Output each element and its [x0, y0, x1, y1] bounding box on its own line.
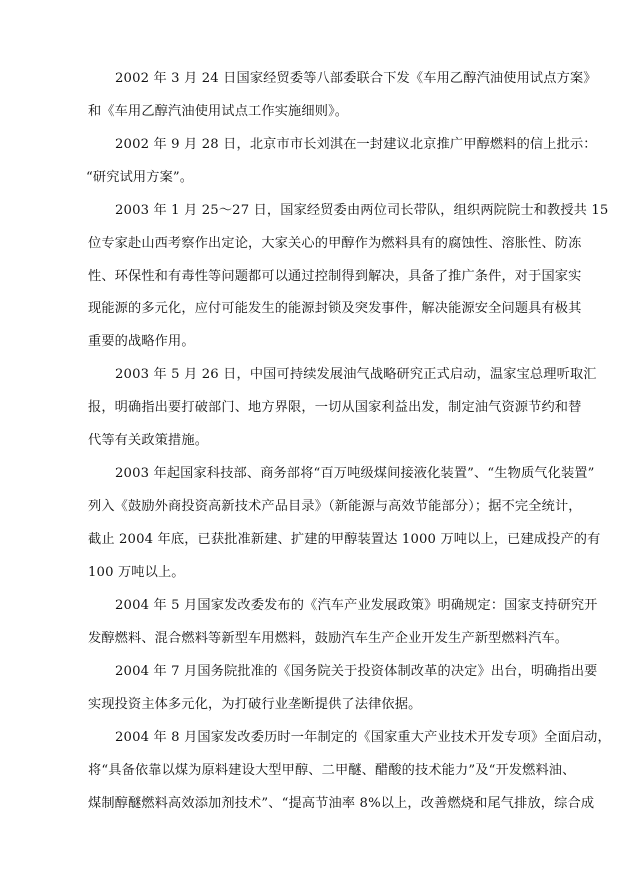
- text-line: 100 万吨以上。: [88, 565, 185, 580]
- text-line: 和《车用乙醇汽油使用试点工作实施细则》。: [88, 104, 349, 119]
- text-line: 截止 2004 年底，已获批准新建、扩建的甲醇装置达 1000 万吨以上，已建成投产的有: [88, 532, 601, 547]
- text-line: 报，明确指出要打破部门、地方界限，一切从国家利益出发，制定油气资源节约和替: [88, 400, 582, 415]
- text-line: 2003 年 1 月 25～27 日，国家经贸委由两位司长带队，组织两院院士和教授共 15: [115, 203, 609, 218]
- text-line: 现能源的多元化，应付可能发生的能源封锁及突发事件，解决能源安全问题具有极其: [88, 301, 582, 316]
- text-line: 代等有关政策措施。: [88, 433, 209, 448]
- text-line: 发醇燃料、混合燃料等新型车用燃料，鼓励汽车生产企业开发生产新型燃料汽车。: [88, 631, 569, 646]
- text-line: 2004 年 8 月国家发改委历时一年制定的《国家重大产业技术开发专项》全面启动，: [115, 730, 611, 745]
- text-line: 位专家赴山西考察作出定论，大家关心的甲醇作为燃料具有的腐蚀性、溶胀性、防冻: [88, 236, 582, 251]
- text-line: 性、环保性和有毒性等问题都可以通过控制得到解决，具备了推广条件，对于国家实: [88, 269, 582, 284]
- text-line: 重要的战略作用。: [88, 334, 195, 349]
- text-line: 煤制醇醚燃料高效添加剂技术”、“提高节油率 8%以上，改善燃烧和尾气排放，综合成: [88, 796, 595, 811]
- text-line: 2002 年 9 月 28 日，北京市市长刘淇在一封建议北京推广甲醇燃料的信上批示：: [115, 137, 597, 152]
- text-line: 2004 年 7 月国务院批准的《国务院关于投资体制改革的决定》出台，明确指出要: [115, 664, 598, 679]
- text-line: 将“具备依靠以煤为原料建设大型甲醇、二甲醚、醋酸的技术能力”及“开发燃料油、: [88, 763, 576, 778]
- text-line: 2003 年 5 月 26 日，中国可持续发展油气战略研究正式启动，温家宝总理听取汇: [115, 367, 597, 382]
- text-line: 2002 年 3 月 24 日国家经贸委等八部委联合下发《车用乙醇汽油使用试点方案》: [115, 71, 597, 86]
- text-line: 2004 年 5 月国家发改委发布的《汽车产业发展政策》明确规定：国家支持研究开: [115, 598, 598, 613]
- text-line: 实现投资主体多元化，为打破行业垄断提供了法律依据。: [88, 697, 422, 712]
- text-line: 2003 年起国家科技部、商务部将“百万吨级煤间接液化装置”、“生物质气化装置”: [115, 466, 595, 481]
- text-line: 列入《鼓励外商投资高新技术产品目录》（新能源与高效节能部分）；据不完全统计，: [88, 499, 582, 514]
- text-line: “研究试用方案”。: [86, 170, 194, 185]
